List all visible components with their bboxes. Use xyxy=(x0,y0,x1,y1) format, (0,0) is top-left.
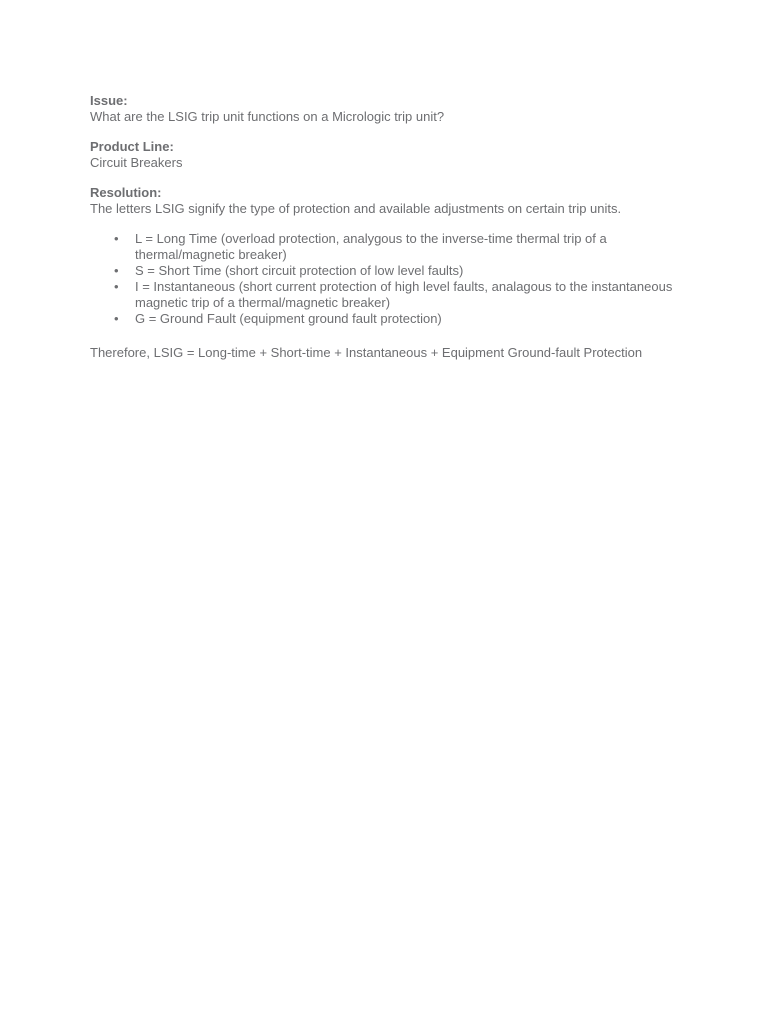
bullet-glyph: • xyxy=(114,263,119,278)
product-line-section xyxy=(90,139,690,171)
list-item xyxy=(114,279,690,311)
resolution-text: The letters LSIG signify the type of protection and available adjustments on certain trip units. xyxy=(90,201,622,216)
conclusion-text: Therefore, LSIG = Long-time + Short-time + Instantaneous + Equipment Ground-fault Protection xyxy=(90,345,643,360)
list-item xyxy=(114,263,690,279)
list-item-text: L = Long Time (overload protection, analygous to the inverse-time thermal trip of a thermal/magnetic breaker) xyxy=(135,231,607,262)
list-item xyxy=(114,311,690,327)
issue-text: What are the LSIG trip unit functions on a Micrologic trip unit? xyxy=(90,109,445,124)
product-line-heading: Product Line: xyxy=(90,139,174,154)
resolution-heading: Resolution: xyxy=(90,185,162,200)
document-page xyxy=(90,93,690,375)
issue-heading: Issue: xyxy=(90,93,128,108)
list-item-text: S = Short Time (short circuit protection of low level faults) xyxy=(135,263,464,278)
issue-section xyxy=(90,93,690,125)
list-item xyxy=(114,231,690,263)
bullet-glyph: • xyxy=(114,231,119,246)
bullet-glyph: • xyxy=(114,311,119,326)
resolution-section xyxy=(90,185,690,361)
product-line-text: Circuit Breakers xyxy=(90,155,183,170)
list-item-text: G = Ground Fault (equipment ground fault protection) xyxy=(135,311,442,326)
bullet-glyph: • xyxy=(114,279,119,294)
lsig-list xyxy=(90,231,690,327)
list-item-text: I = Instantaneous (short current protection of high level faults, analagous to the instantaneous magnetic trip of a thermal/magnetic breaker) xyxy=(135,279,673,310)
